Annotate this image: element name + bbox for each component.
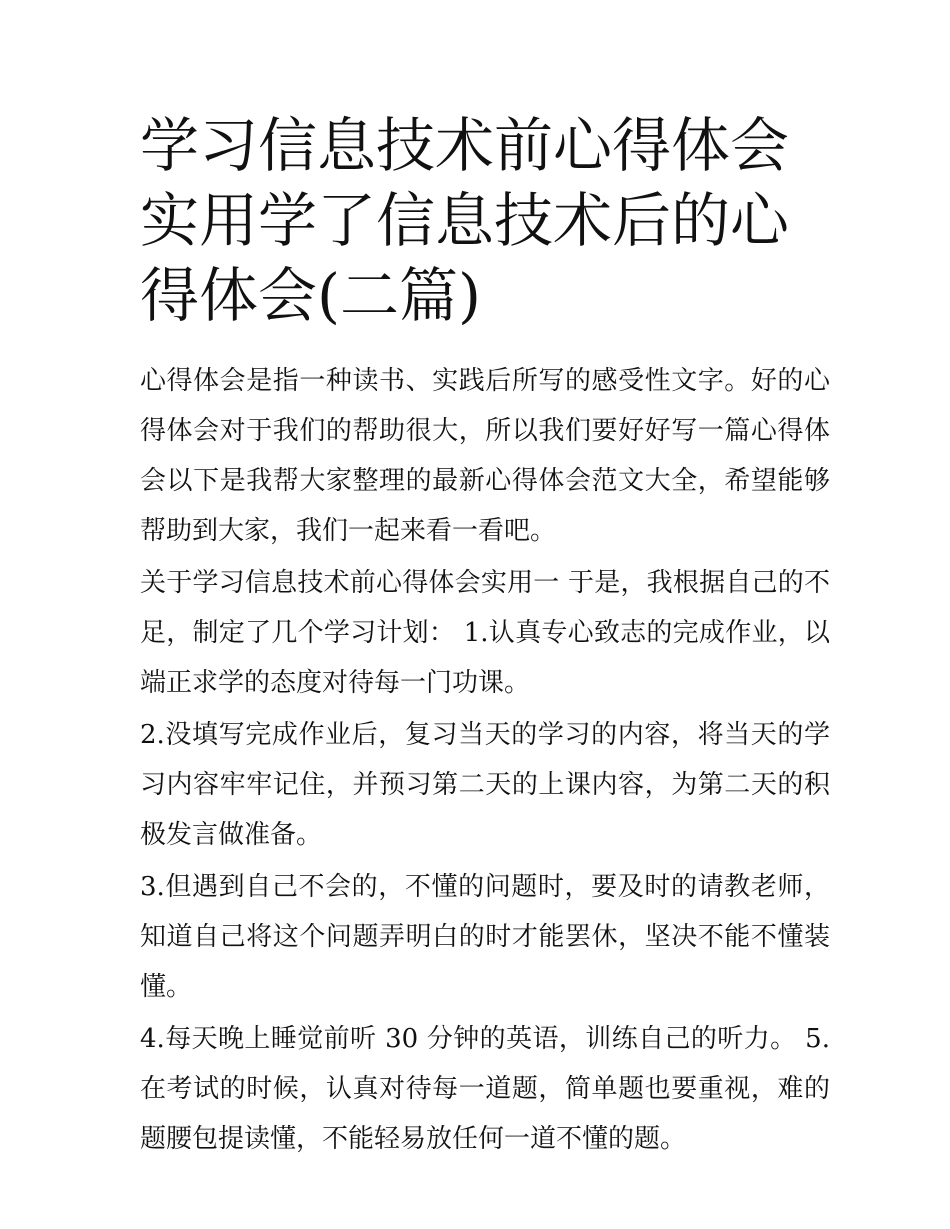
paragraph-plan-2: 2.没填写完成作业后，复习当天的学习的内容，将当天的学习内容牢牢记住，并预习第二天的上课内容，为第二天的积极发言做准备。 — [140, 720, 830, 850]
document-title: 学习信息技术前心得体会实用学了信息技术后的心得体会(二篇) — [140, 111, 790, 330]
paragraph-plan-4-5: 4.每天晚上睡觉前听 30 分钟的英语，训练自己的听力。 5.在考试的时候，认真对待每一道题，简单题也要重视，难的题腰包提读懂，不能轻易放任何一道不懂的题。 — [140, 1024, 830, 1154]
paragraph-intro: 心得体会是指一种读书、实践后所写的感受性文字。好的心得体会对于我们的帮助很大，所以我们要好好写一篇心得体会以下是我帮大家整理的最新心得体会范文大全，希望能够帮助到大家，我们一起来看一看吧。 — [140, 366, 830, 546]
document-body — [140, 356, 830, 1166]
paragraph-plan-1: 关于学习信息技术前心得体会实用一 于是，我根据自己的不足，制定了几个学习计划： 1.认真专心致志的完成作业，以端正求学的态度对待每一门功课。 — [140, 568, 830, 698]
paragraph-plan-3: 3.但遇到自己不会的，不懂的问题时，要及时的请教老师，知道自己将这个问题弄明白的时才能罢休，坚决不能不懂装懂。 — [140, 872, 830, 1002]
